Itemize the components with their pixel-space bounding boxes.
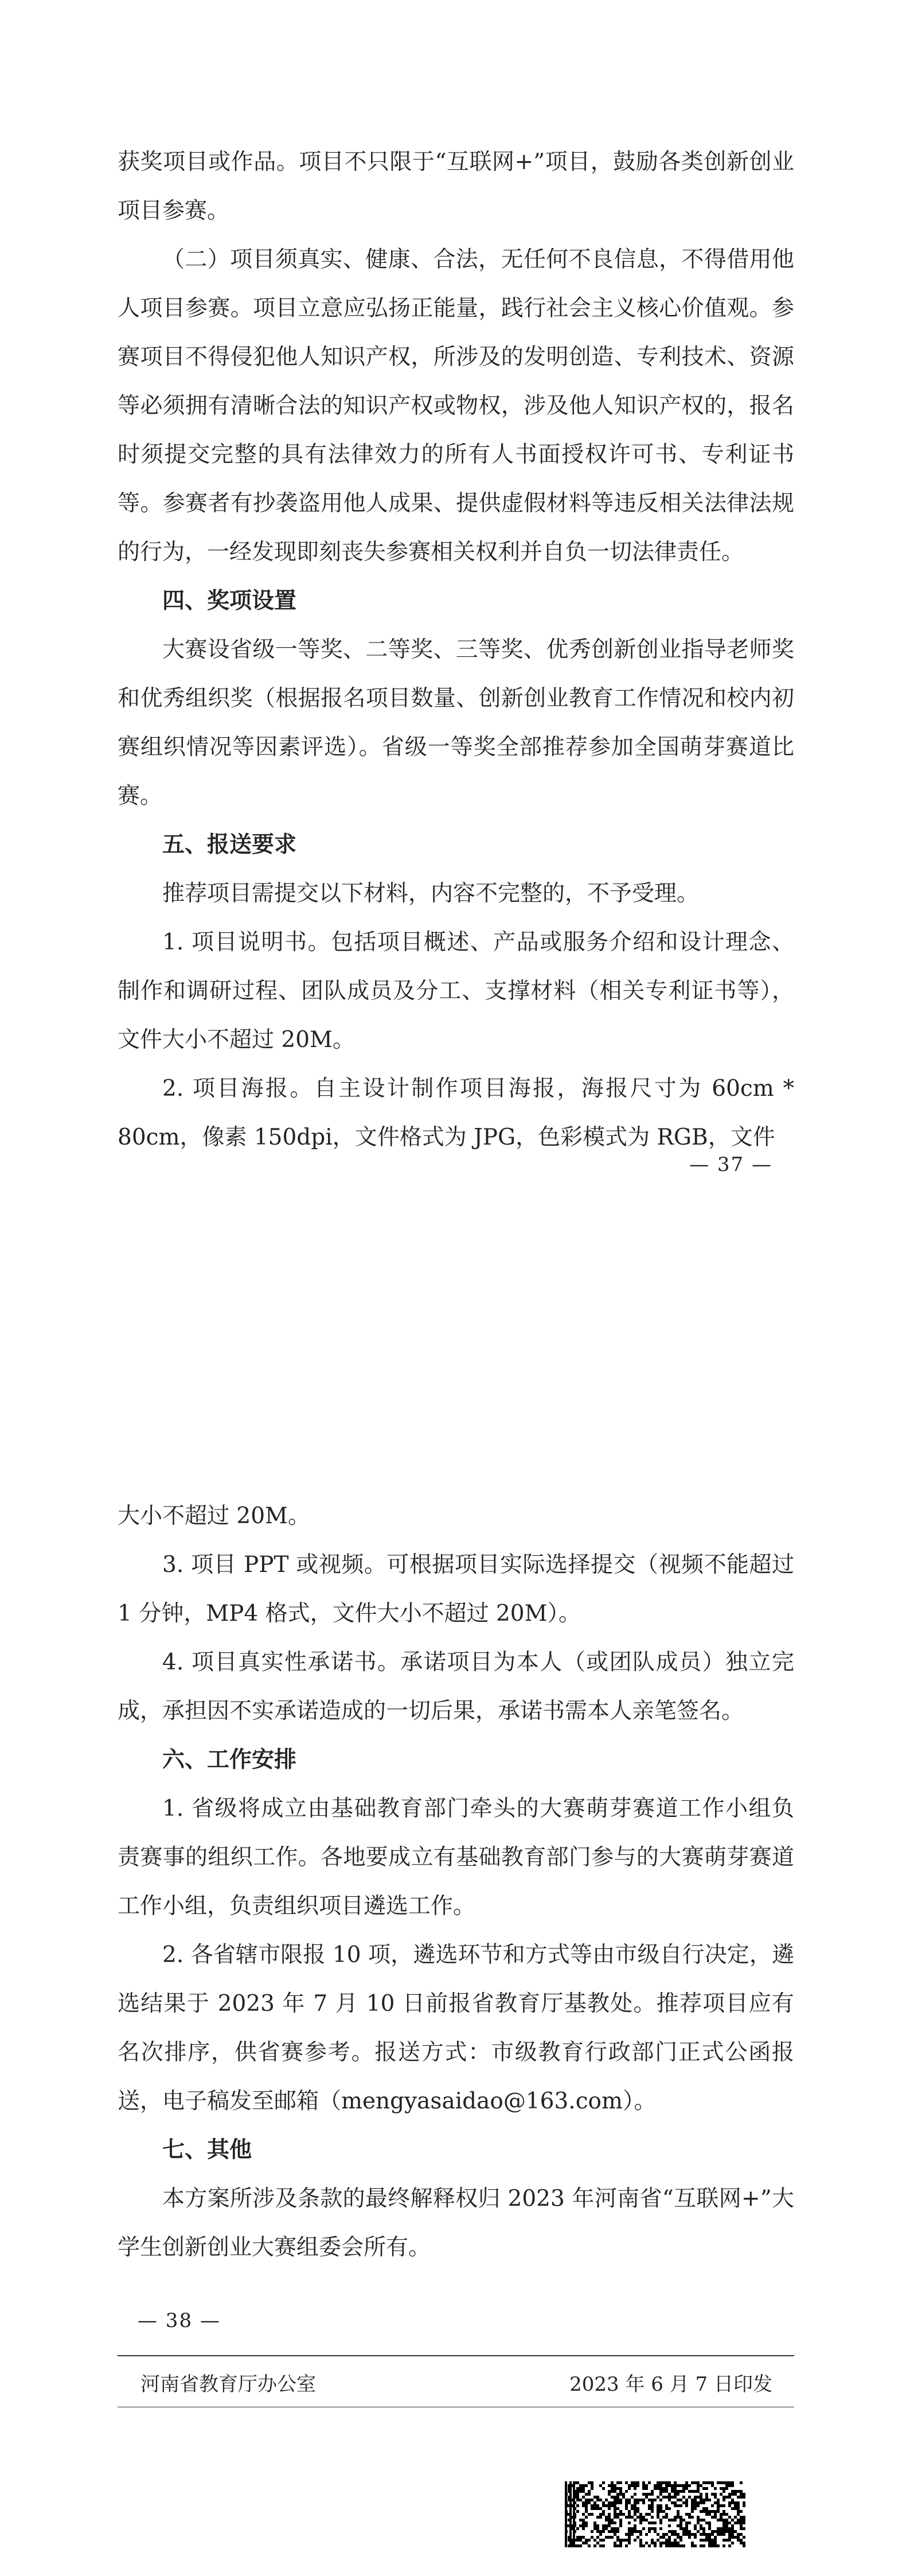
paragraph: 本方案所涉及条款的最终解释权归 2023 年河南省“互联网+”大学生创新创业大赛组委会所有。: [118, 2186, 794, 2260]
paragraph: 3. 项目 PPT 或视频。可根据项目实际选择提交（视频不能超过 1 分钟，MP4 格式，文件大小不超过 20M）。: [118, 1552, 794, 1626]
paragraph: 获奖项目或作品。项目不只限于“互联网+”项目，鼓励各类创新创业项目参赛。: [118, 149, 794, 224]
footer-divider: [118, 2355, 794, 2356]
section-heading-schedule: 六、工作安排: [162, 1747, 297, 1773]
paragraph: （二）项目须真实、健康、合法，无任何不良信息，不得借用他人项目参赛。项目立意应弘扬正能量，践行社会主义核心价值观。参赛项目不得侵犯他人知识产权，所涉及的发明创造、专利技术、资源等必须拥有清晰合法的知识产权或物权，涉及他人知识产权的，报名时须提交完整的具有法律效力的所有人书面授权许可书、专利证书等。参赛者有抄袭盗用他人成果、提供虚假材料等违反相关法律法规的行为，一经发现即刻丧失参赛相关权利并自负一切法律责任。: [118, 247, 794, 565]
section-heading-awards: 四、奖项设置: [162, 588, 297, 614]
section-heading-submission: 五、报送要求: [162, 832, 297, 858]
paragraph: 推荐项目需提交以下材料，内容不完整的，不予受理。: [162, 881, 700, 906]
page-38: [0, 1365, 910, 2576]
page-number: — 38 —: [138, 2309, 221, 2332]
paragraph: 1. 省级将成立由基础教育部门牵头的大赛萌芽赛道工作小组负责赛事的组织工作。各地要成立有基础教育部门参与的大赛萌芽赛道工作小组，负责组织项目遴选工作。: [118, 1796, 794, 1919]
qr-code-icon: [565, 2481, 745, 2547]
paragraph: 大小不超过 20M。: [118, 1503, 310, 1529]
footer-issuer: 河南省教育厅办公室: [140, 2373, 316, 2396]
paragraph: 大赛设省级一等奖、二等奖、三等奖、优秀创新创业指导老师奖和优秀组织奖（根据报名项目数量、创新创业教育工作情况和校内初赛组织情况等因素评选）。省级一等奖全部推荐参加全国萌芽赛道比赛。: [118, 637, 794, 809]
page-37: [0, 0, 910, 1216]
paragraph: 2. 各省辖市限报 10 项，遴选环节和方式等由市级自行决定，遴选结果于 2023 年 7 月 10 日前报省教育厅基教处。推荐项目应有名次排序，供省赛参考。报送方式：市级教育行政部门正式公函报送，电子稿发至邮箱（mengyasaidao@163.com）。: [118, 1942, 794, 2114]
paragraph: 1. 项目说明书。包括项目概述、产品或服务介绍和设计理念、制作和调研过程、团队成员及分工、支撑材料（相关专利证书等），文件大小不超过 20M。: [118, 929, 794, 1053]
paragraph: 2. 项目海报。自主设计制作项目海报，海报尺寸为 60cm * 80cm，像素 150dpi，文件格式为 JPG，色彩模式为 RGB，文件: [118, 1076, 794, 1150]
page-37-body: [118, 138, 794, 1162]
section-heading-other: 七、其他: [162, 2137, 252, 2163]
page-number: — 37 —: [689, 1153, 772, 1176]
page-38-body: [118, 1492, 794, 2272]
paragraph: 4. 项目真实性承诺书。承诺项目为本人（或团队成员）独立完成，承担因不实承诺造成的一切后果，承诺书需本人亲笔签名。: [118, 1649, 794, 1724]
footer-date: 2023 年 6 月 7 日印发: [569, 2373, 772, 2396]
